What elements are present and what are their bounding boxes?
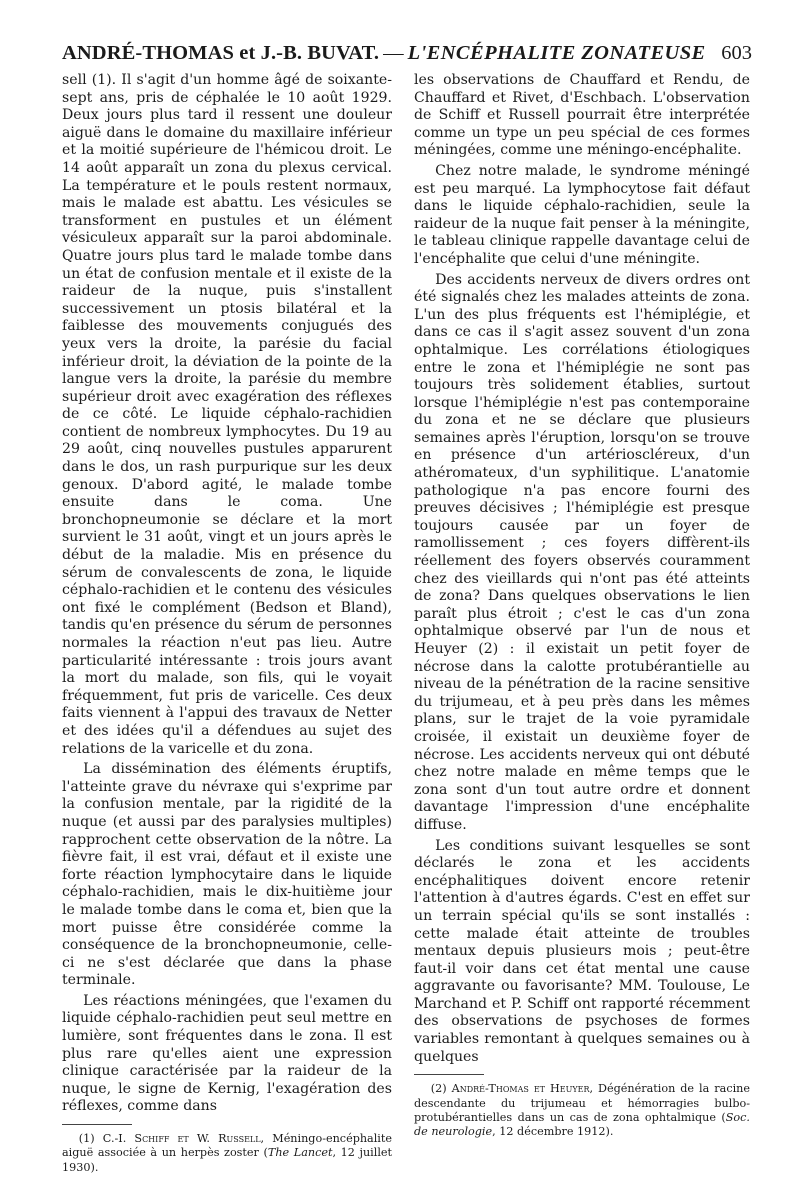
footnote-title: Méningo-encéphalite aiguë associée à un herpès zoster: [62, 1132, 392, 1160]
paragraph: La dissémination des éléments éruptifs, l'atteinte grave du névraxe qui s'exprime par la confusion mentale, par la rigidité de la nuque (et aussi par des paralysies multiples) rapprochent cette observation de la nôtre. La fièvre fait, il est vrai, défaut et il existe une forte réaction lymphocytaire dans le liquide céphalo-rachidien, mais le dix-huitième jour le malade tombe dans le coma et, bien que la mort puisse être considérée comme la conséquence de la bronchopneumonie, celle-ci ne s'est déclarée que dans la phase terminale.: [62, 761, 392, 989]
footnote-1: (1) C.-I. Schiff et W. Russell, Méningo-encéphalite aiguë associée à un herpès zoster (The Lancet, 12 juillet 1930).: [62, 1132, 393, 1174]
footnote-journal: Soc. de neurologie: [414, 1111, 750, 1139]
footnote-divider: [62, 1124, 132, 1125]
footnote-2: (2) André-Thomas et Heuyer, Dégénération de la racine descendante du trijumeau et hémorragies bulbo-protubérantielles dans un cas de zona ophtalmique (Soc. de neurologie, 12 décembre 1912).: [414, 1082, 750, 1139]
header-separator: —: [383, 42, 404, 64]
page-number: 603: [721, 42, 752, 64]
footnote-divider: [414, 1074, 484, 1075]
footnote-number: (1): [78, 1132, 95, 1146]
paragraph: sell (1). Il s'agit d'un homme âgé de soixante-sept ans, pris de céphalée le 10 août 1929. Deux jours plus tard il ressent une douleur aiguë dans le domaine du maxillaire inférieur et la moitié supérieure de l'hémicou droit. Le 14 août apparaît un zona du plexus cervical. La température et le pouls restent normaux, mais le malade est abattu. Les vésicules se transforment en pustules et un élément vésiculeux apparaît sur la paroi abdominale. Quatre jours plus tard le malade tombe dans un état de confusion mentale et il existe de la raideur de la nuque, puis s'installent successivement un ptosis bilatéral et la faiblesse des mouvements conjugués des yeux vers la droite, la parésie du facial inférieur droit, la déviation de la pointe de la langue vers la droite, la parésie du membre supérieur droit avec exagération des réflexes de ce côté. Le liquide céphalo-rachidien contient de nombreux lymphocytes. Du 19 au 29 août, cinq nouvelles pustules apparurent dans le dos, un rash purpurique sur les deux genoux. D'abord agité, le malade tombe ensuite dans le coma. Une bronchopneumonie se déclare et la mort survient le 31 août, vingt et un jours après le début de la maladie. Mis en présence du sérum de convalescents de zona, le liquide céphalo-rachidien et le contenu des vésicules ont fixé le complément (Bedson et Bland), tandis qu'en présence du sérum de personnes normales la réaction n'eut pas lieu. Autre particularité intéressante : trois jours avant la mort du malade, son fils, qui le voyait fréquemment, fut pris de varicelle. Ces deux faits viennent à l'appui des travaux de Netter et des idées qu'il a défendues au sujet des relations de la varicelle et du zona.: [62, 72, 392, 757]
paragraph: Les conditions suivant lesquelles se sont déclarés le zona et les accidents encéphalitiques doivent encore retenir l'attention à d'autres égards. C'est en effet sur un terrain spécial qu'ils se sont installés : cette malade était atteinte de troubles mentaux depuis plusieurs mois ; peut-être faut-il voir dans cet état mental une cause aggravante ou favorisante? MM. Toulouse, Le Marchand et P. Schiff ont rapporté récemment des observations de psychoses de formes variables remontant à quelques semaines ou à quelques: [414, 837, 750, 1065]
footnote-date: , 12 juillet 1930).: [62, 1146, 393, 1174]
running-header: [62, 40, 752, 66]
paragraph: Les réactions méningées, que l'examen du liquide céphalo-rachidien peut seul mettre en lumière, sont fréquentes dans le zona. Il est plus rare qu'elles aient une expression clinique caractérisée par la raideur de la nuque, le signe de Kernig, l'exagération des réflexes, comme dans: [62, 992, 392, 1115]
footnote-authors: C.-I. Schiff et W. Russell,: [102, 1132, 265, 1146]
footnote-title: Dégénération de la racine descendante du trijumeau et hémorragies bulbo-protubérantielles dans un cas de zona ophtalmique: [414, 1082, 750, 1125]
footnote-journal: The Lancet: [267, 1146, 333, 1160]
running-title: L'ENCÉPHALITE ZONATEUSE: [407, 42, 706, 64]
footnote-date: , 12 décembre 1912).: [492, 1125, 614, 1139]
paragraph: Des accidents nerveux de divers ordres ont été signalés chez les malades atteints de zona. L'un des plus fréquents est l'hémiplégie, et dans ce cas il s'agit assez souvent d'un zona ophtalmique. Les corrélations étiologiques entre le zona et l'hémiplégie ne sont pas toujours très solidement établies, surtout lorsque l'hémiplégie n'est pas contemporaine du zona et ne se déclare que plusieurs semaines après l'éruption, lorsqu'on se trouve en présence d'un artérioscléreux, d'un athéromateux, d'un syphilitique. L'anatomie pathologique n'a pas encore fourni des preuves décisives ; l'hémiplégie est presque toujours causée par un foyer de ramollissement ; ces foyers diffèrent-ils réellement des foyers observés couramment chez des vieillards qui n'ont pas été atteints de zona? Dans quelques observations le lien paraît plus étroit ; c'est le cas d'un zona ophtalmique observé par l'un de nous et Heuyer (2) : il existait un petit foyer de nécrose dans la calotte protubérantielle au niveau de la pénétration de la racine sensitive du trijumeau, et à peu près dans les mêmes plans, sur le trajet de la voie pyramidale croisée, il existait un deuxième foyer de nécrose. Les accidents nerveux qui ont débuté chez notre malade en même temps que le zona sont d'un tout autre ordre et donnent davantage l'impression d'une encéphalite diffuse.: [414, 271, 750, 833]
footnote-number: (2): [430, 1082, 447, 1096]
paragraph: les observations de Chauffard et Rendu, de Chauffard et Rivet, d'Eschbach. L'observation de Schiff et Russell pourrait être interprétée comme un type un peu spécial de ces formes méningées, comme une méningo-encéphalite.: [414, 72, 750, 159]
footnote-authors: André-Thomas et Heuyer,: [451, 1082, 594, 1096]
right-column: [414, 72, 750, 1143]
paragraph: Chez notre malade, le syndrome méningé est peu marqué. La lymphocytose fait défaut dans le liquide céphalo-rachidien, seule la raideur de la nuque fait penser à la méningite, le tableau clinique rappelle davantage celui de l'encéphalite que celui d'une méningite.: [414, 162, 750, 267]
left-column: [62, 72, 392, 1178]
header-authors: ANDRÉ-THOMAS et J.-B. BUVAT.: [62, 42, 380, 64]
